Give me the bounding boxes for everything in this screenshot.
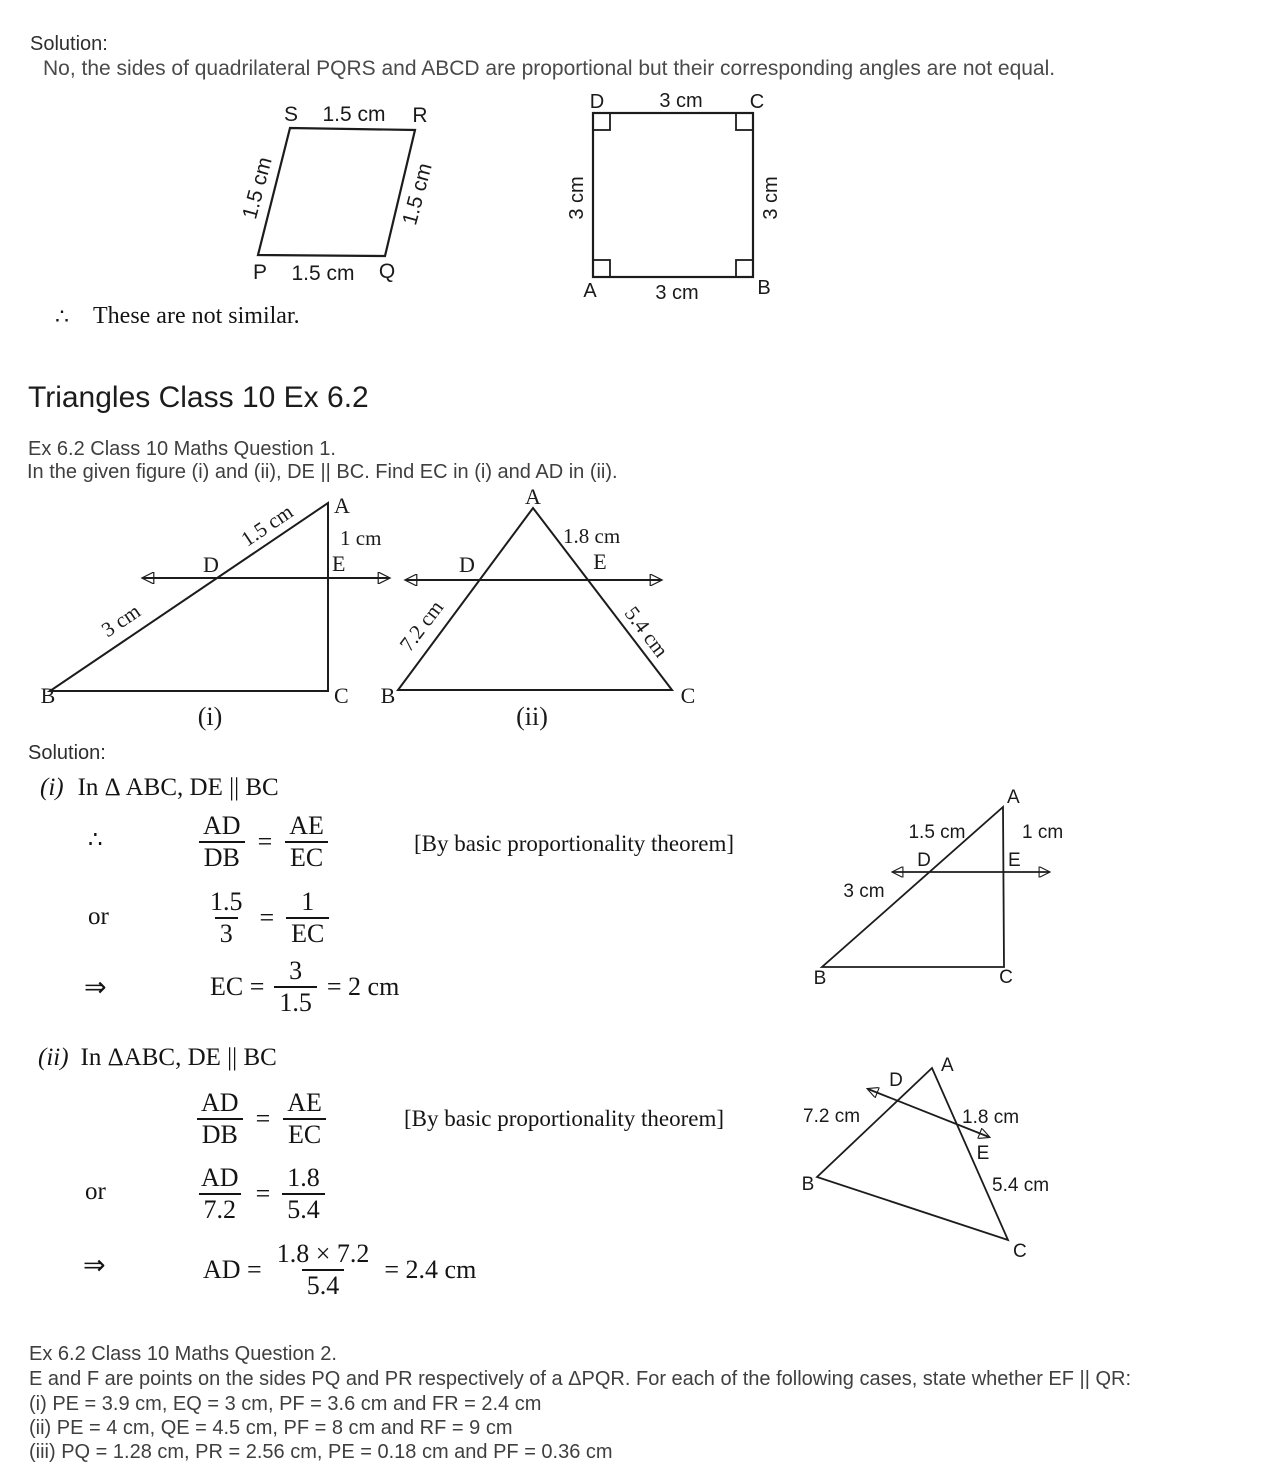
sol-i-eq1-num1: AD <box>203 811 241 840</box>
sol-ii-result <box>203 1239 476 1301</box>
sol-ii-result-den: 5.4 <box>302 1269 345 1301</box>
sol-i-result-num: 3 <box>289 956 303 985</box>
figure-solution-ii <box>790 1048 1060 1266</box>
fig1-point-d: D <box>203 552 219 577</box>
question2-case-ii: (ii) PE = 4 cm, QE = 4.5 cm, PF = 8 cm and RF = 9 cm <box>29 1417 513 1439</box>
sfig2-vertex-c: C <box>1013 1241 1027 1262</box>
sol-ii-eq2 <box>196 1163 325 1225</box>
sol-i-eq2-num1: 1.5 <box>210 887 243 916</box>
sol-ii-eq2-num1: AD <box>201 1163 239 1192</box>
fig2-point-d: D <box>459 552 475 577</box>
sol-i-eq1 <box>198 811 329 873</box>
figure-parallelogram-pqrs <box>230 95 455 290</box>
abcd-side-bottom: 3 cm <box>655 282 699 304</box>
sfig1-db-length: 3 cm <box>843 881 885 902</box>
sol-ii-eq1-den1: DB <box>197 1118 243 1150</box>
conclusion-line <box>55 303 300 330</box>
figure-square-abcd <box>550 85 800 310</box>
sol-ii-eq1-num1: AD <box>201 1088 239 1117</box>
pqrs-side-right: 1.5 cm <box>398 160 437 228</box>
sol-i-head-text: In Δ ABC, DE || BC <box>77 774 279 801</box>
sfig2-point-e: E <box>976 1143 990 1164</box>
fig1-vertex-b: B <box>40 683 56 708</box>
sol-ii-eq1-num2: AE <box>287 1088 322 1117</box>
sol-ii-or: or <box>85 1178 106 1205</box>
fig2-caption: (ii) <box>516 702 548 731</box>
sol-i-result-lhs: EC = <box>210 972 265 1002</box>
sfig1-ae-length: 1 cm <box>1022 822 1064 843</box>
question2-case-i: (i) PE = 3.9 cm, EQ = 3 cm, PF = 3.6 cm and FR = 2.4 cm <box>29 1393 542 1415</box>
parallelogram-outline <box>258 128 415 256</box>
sol-i-eq1-num2: AE <box>289 811 324 840</box>
abcd-side-top: 3 cm <box>659 90 703 112</box>
fig1-point-e: E <box>332 551 346 576</box>
right-angle-mark-b <box>736 260 753 277</box>
conclusion-text: These are not similar. <box>93 303 300 329</box>
pqrs-vertex-p: P <box>252 261 268 284</box>
pqrs-side-bottom: 1.5 cm <box>291 262 355 285</box>
sfig2-vertex-a: A <box>941 1055 954 1076</box>
sfig1-vertex-a: A <box>1007 787 1020 808</box>
question2-case-iii: (iii) PQ = 1.28 cm, PR = 2.56 cm, PE = 0.18 cm and PF = 0.36 cm <box>29 1441 613 1463</box>
fig1-vertex-c: C <box>334 683 349 708</box>
abcd-vertex-b: B <box>757 277 771 299</box>
sol-ii-result-rhs: = 2.4 cm <box>384 1255 477 1285</box>
question1-body: In the given figure (i) and (ii), DE || BC. Find EC in (i) and AD in (ii). <box>27 461 618 483</box>
sol-i-eq2-equals: = <box>259 903 275 933</box>
square-outline <box>593 113 753 277</box>
fig1-caption: (i) <box>197 702 223 731</box>
sol-ii-eq2-num2: 1.8 <box>287 1163 320 1192</box>
figure-solution-i <box>788 765 1068 990</box>
sol-ii-eq2-equals: = <box>255 1179 271 1209</box>
right-angle-mark-a <box>593 260 610 277</box>
pqrs-vertex-r: R <box>412 104 428 127</box>
sol-i-head <box>40 774 279 802</box>
sfig2-ae-length: 1.8 cm <box>962 1107 1020 1128</box>
sol-ii-eq2-den1: 7.2 <box>199 1193 242 1225</box>
sol-i-result <box>210 956 399 1018</box>
sol-ii-note: [By basic proportionality theorem] <box>404 1106 725 1131</box>
fig2-db-length: 7.2 cm <box>394 595 449 656</box>
question2-body: E and F are points on the sides PQ and PR respectively of a ΔPQR. For each of the following cases, state whether EF || QR: <box>29 1368 1132 1390</box>
sol-i-note: [By basic proportionality theorem] <box>414 831 735 856</box>
right-angle-mark-d <box>593 113 610 130</box>
fig2-vertex-c: C <box>680 683 696 708</box>
fig2-vertex-a: A <box>525 486 541 509</box>
pqrs-side-left: 1.5 cm <box>238 154 277 222</box>
fig2-ec-length: 5.4 cm <box>619 601 674 662</box>
abcd-side-left: 3 cm <box>566 176 588 220</box>
sfig1-vertex-c: C <box>999 967 1013 988</box>
fig2-ae-length: 1.8 cm <box>563 524 621 548</box>
sol-i-therefore: ∴ <box>88 827 103 852</box>
fig1-ad-length: 1.5 cm <box>236 499 298 552</box>
sol-i-eq2-den2: EC <box>286 917 329 949</box>
sfig2-db-length: 7.2 cm <box>803 1106 861 1127</box>
fig1-ae-length: 1 cm <box>340 526 382 550</box>
pqrs-vertex-s: S <box>283 103 299 126</box>
abcd-side-right: 3 cm <box>760 176 782 220</box>
question1-title: Ex 6.2 Class 10 Maths Question 1. <box>28 438 336 460</box>
section-heading: Triangles Class 10 Ex 6.2 <box>28 381 369 414</box>
question2-title: Ex 6.2 Class 10 Maths Question 2. <box>29 1343 337 1365</box>
sfig2-ec-length: 5.4 cm <box>992 1175 1050 1196</box>
fig2-triangle-outline <box>398 508 672 690</box>
sol-i-implies: ⇒ <box>84 972 107 1002</box>
abcd-vertex-c: C <box>749 91 765 113</box>
pqrs-side-top: 1.5 cm <box>322 103 386 126</box>
fig2-vertex-b: B <box>380 683 396 708</box>
abcd-vertex-d: D <box>589 91 605 113</box>
right-angle-mark-c <box>736 113 753 130</box>
abcd-vertex-a: A <box>583 280 597 302</box>
sol-ii-marker: (ii) <box>38 1044 69 1071</box>
sfig2-vertex-b: B <box>801 1174 815 1195</box>
sfig1-vertex-b: B <box>813 968 827 989</box>
sol-i-result-den: 1.5 <box>274 986 317 1018</box>
sfig1-ad-length: 1.5 cm <box>908 822 966 843</box>
sol-i-eq2-den1: 3 <box>215 917 238 949</box>
sol-ii-head-text: In ΔABC, DE || BC <box>80 1044 277 1071</box>
sol-i-eq1-den1: DB <box>199 841 245 873</box>
solution-label-q1: Solution: <box>28 742 106 764</box>
fig1-db-length: 3 cm <box>97 598 145 642</box>
sol-i-eq1-equals: = <box>257 827 273 857</box>
sol-ii-implies: ⇒ <box>83 1250 106 1280</box>
figure-q1-triangles <box>38 486 718 736</box>
solution-label-top: Solution: <box>30 33 108 55</box>
therefore-symbol: ∴ <box>55 303 69 329</box>
sfig1-point-e: E <box>1008 850 1021 871</box>
pqrs-vertex-q: Q <box>378 260 396 283</box>
sol-i-eq1-den2: EC <box>285 841 328 873</box>
sol-i-marker: (i) <box>40 774 64 801</box>
sfig1-point-d: D <box>917 850 931 871</box>
fig1-vertex-a: A <box>334 493 350 518</box>
sol-ii-head <box>38 1044 277 1072</box>
sfig2-point-d: D <box>889 1070 903 1091</box>
sol-ii-eq2-den2: 5.4 <box>282 1193 325 1225</box>
sol-ii-eq1-den2: EC <box>283 1118 326 1150</box>
sol-ii-eq1-equals: = <box>255 1104 271 1134</box>
sol-i-eq2-num2: 1 <box>301 887 315 916</box>
sol-ii-eq1 <box>196 1088 327 1150</box>
fig2-point-e: E <box>593 549 607 574</box>
sol-ii-result-num: 1.8 × 7.2 <box>276 1239 370 1268</box>
sol-i-or: or <box>88 903 109 930</box>
sol-i-eq2 <box>205 887 329 949</box>
sol-ii-result-lhs: AD = <box>203 1255 262 1285</box>
sol-i-result-rhs: = 2 cm <box>326 972 400 1002</box>
fig1-triangle-outline <box>50 503 328 691</box>
solution-answer: No, the sides of quadrilateral PQRS and ABCD are proportional but their corresponding angles are not equal. <box>43 57 1056 80</box>
